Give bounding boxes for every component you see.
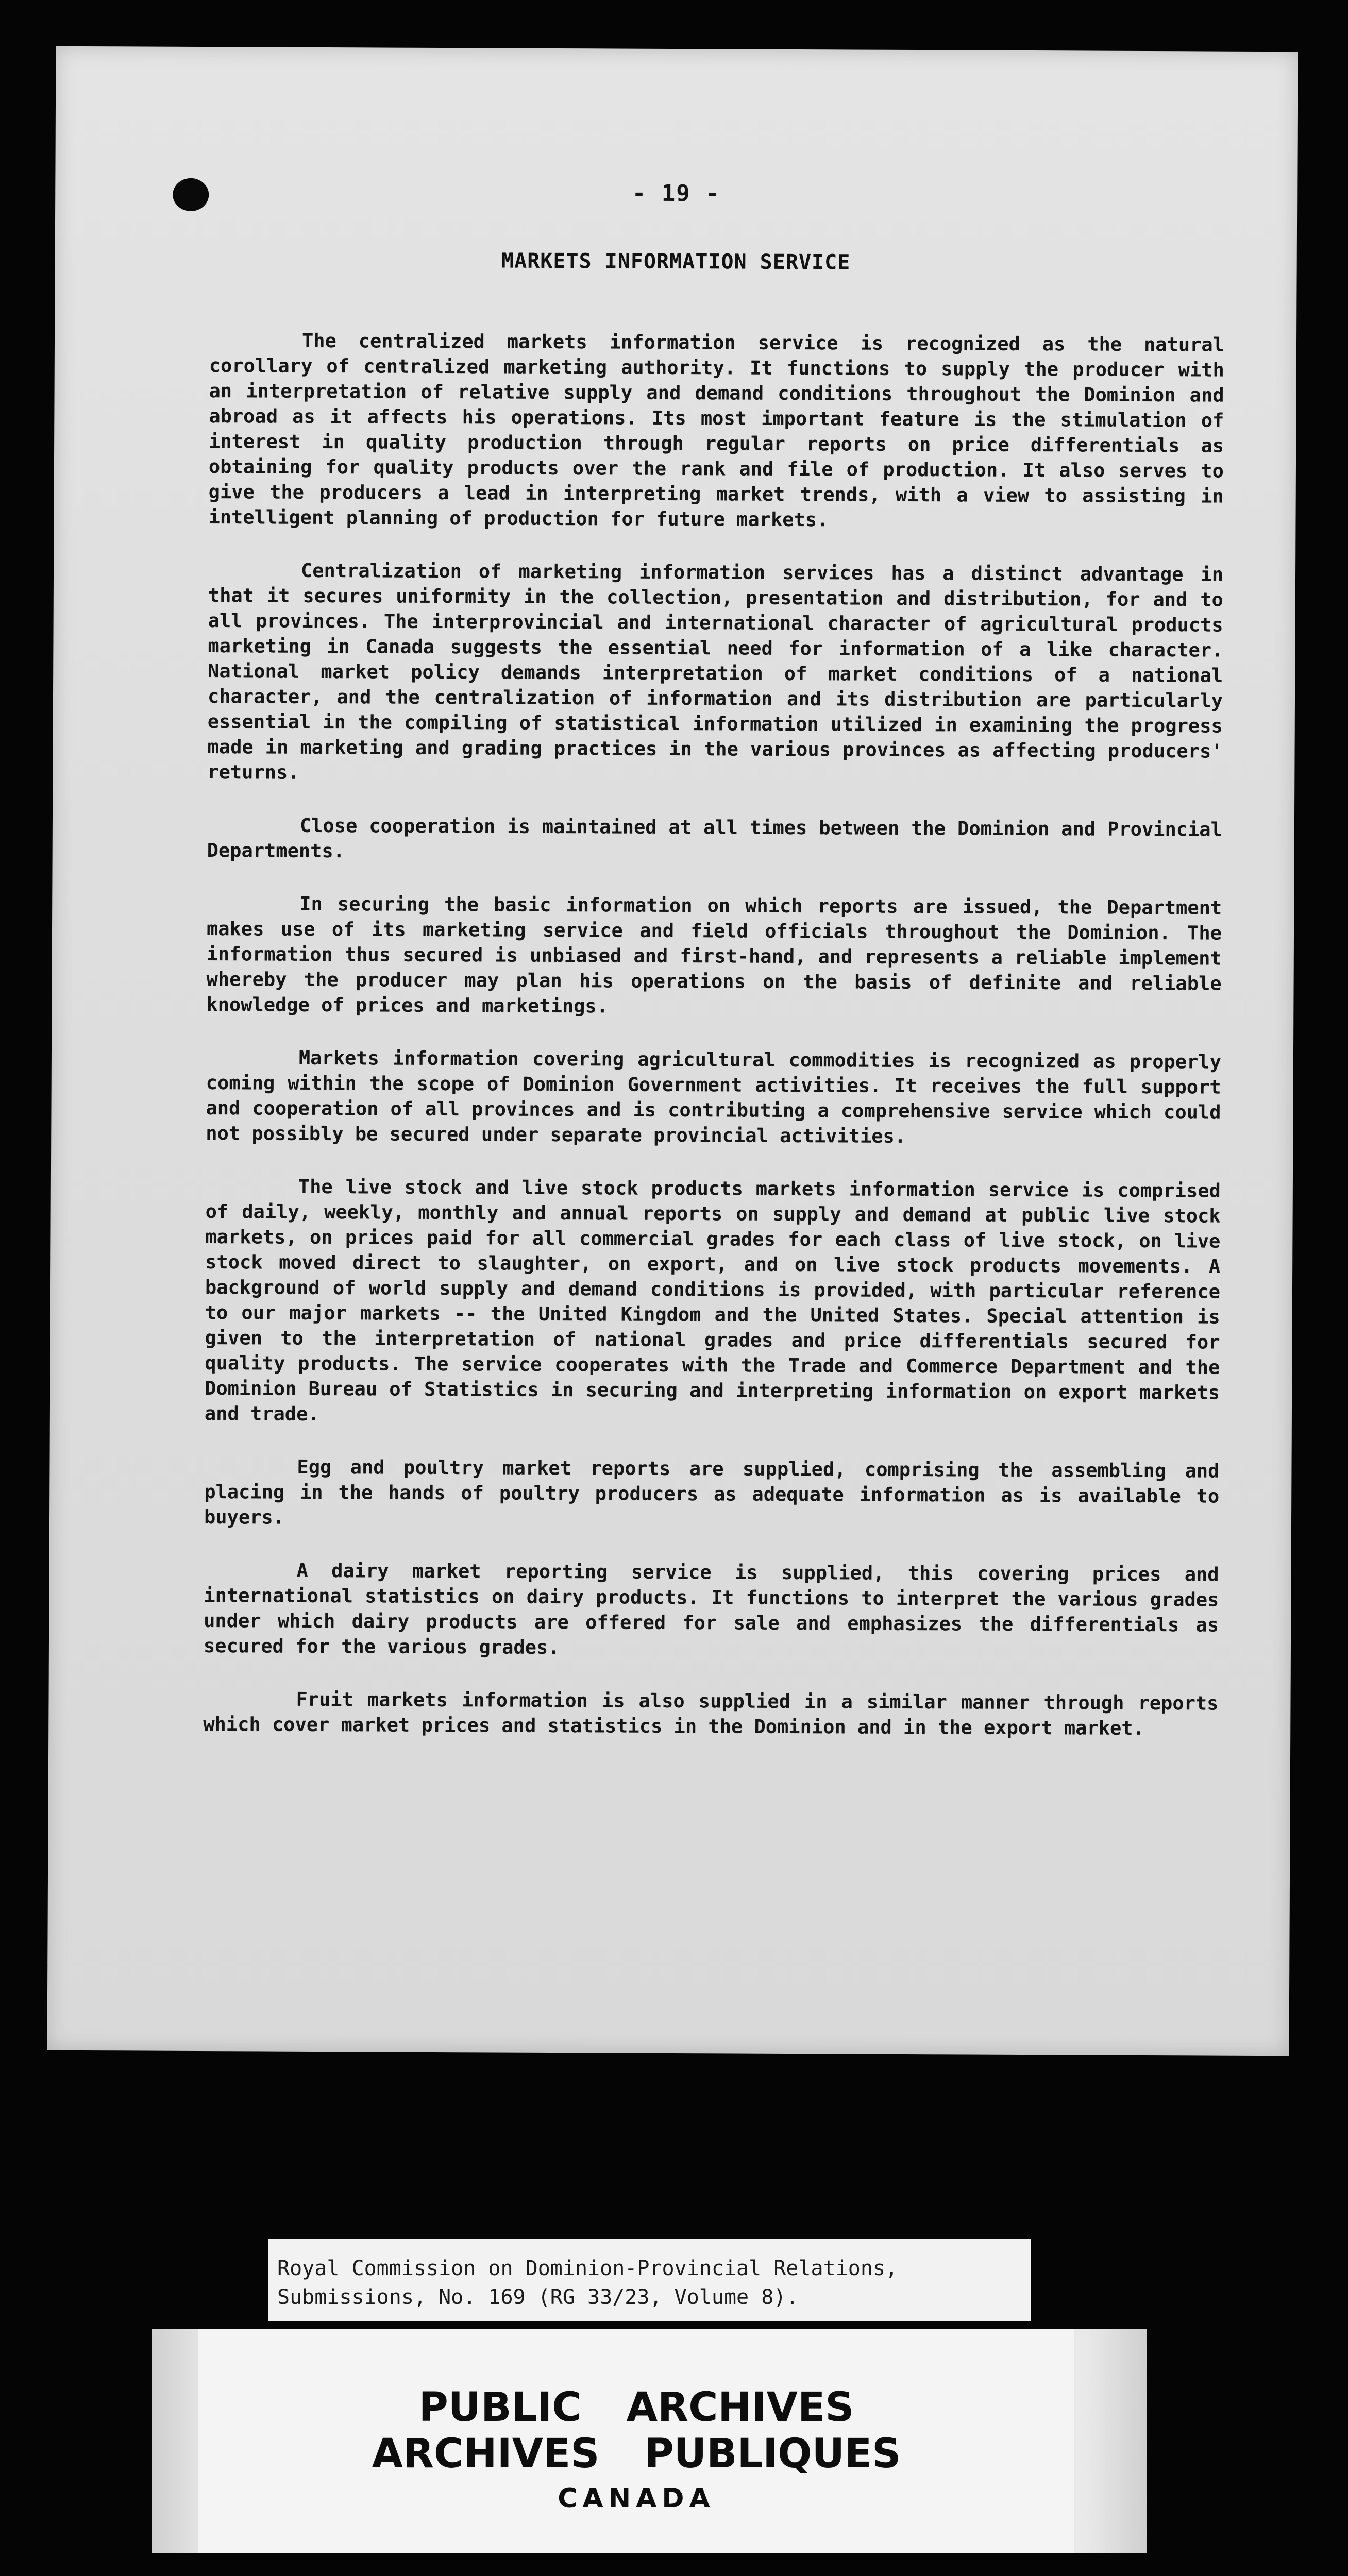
section-title: MARKETS INFORMATION SERVICE <box>501 249 851 275</box>
document-page <box>47 46 1298 2056</box>
stamp-line-canada: CANADA <box>558 2483 715 2514</box>
paragraph: The centralized markets information service is recognized as the natural corollary of centralized marketing authority. It functions to supply the producer with an interpretation of relative supply and demand conditions throughout the Dominion and abroad as it affects his operations. Its most important feature is the stimulation of interest in quality production through regular reports on price differentials as obtaining for quality products over the rank and file of production. It also serves to give the producers a lead in interpreting market trends, with a view to assisting in intelligent planning of production for future markets. <box>208 329 1225 531</box>
paragraph: Egg and poultry market reports are supplied, comprising the assembling and placing in the hands of poultry producers as adequate information as is available to buyers. <box>204 1455 1220 1529</box>
page-number: - 19 - <box>632 180 720 207</box>
paragraph: A dairy market reporting service is supplied, this covering prices and international statistics on dairy products. It functions to interpret the various grades under which dairy products are offered for sale and emphasizes the differentials as secured for the various grades. <box>203 1559 1219 1659</box>
stamp-line-archives-publiques: ARCHIVES PUBLIQUES <box>372 2431 901 2477</box>
paragraph: Markets information covering agricultural commodities is recognized as properly coming within the scope of Dominion Government activities. It receives the full support and cooperation of all provinces and is contributing a comprehensive service which could not possibly be secured under separate provincial activities. <box>206 1046 1222 1147</box>
citation-slip <box>268 2239 1031 2321</box>
citation-line: Submissions, No. 169 (RG 33/23, Volume 8). <box>277 2285 799 2309</box>
paragraph: Close cooperation is maintained at all times between the Dominion and Provincial Departments. <box>207 814 1222 862</box>
paragraph: Centralization of marketing information services has a distinct advantage in that it secures uniformity in the collection, presentation and distribution, for and to all provinces. The interprovincial and international character of agricultural products marketing in Canada suggests the essential need for information of a like character. National market policy demands interpretation of market conditions of a national character, and the centralization of information and its distribution are particularly essential in the compiling of statistical information utilized in examining the progress made in marketing and grading practices in the various provinces as affecting producers' returns. <box>207 559 1224 784</box>
body-text <box>203 328 1224 1769</box>
archives-stamp <box>152 2329 1147 2553</box>
citation-line: Royal Commission on Dominion-Provincial Relations, <box>277 2257 898 2280</box>
stamp-label <box>198 2329 1074 2553</box>
paragraph: Fruit markets information is also supplied in a similar manner through reports which cover market prices and statistics in the Dominion and in the export market. <box>203 1688 1219 1740</box>
stamp-line-public-archives: PUBLIC ARCHIVES <box>418 2384 854 2431</box>
paragraph: The live stock and live stock products markets information service is comprised of daily, weekly, monthly and annual reports on supply and demand at public live stock markets, on prices paid for all commercial grades for each class of live stock, on live stock moved direct to slaughter, on export, and on live stock products movements. A background of world supply and demand conditions is provided, with particular reference to our major markets -- the United Kingdom and the United States. Special attention is given to the interpretation of national grades and price differentials secured for quality products. The service cooperates with the Trade and Commerce Department and the Dominion Bureau of Statistics in securing and interpreting information on export markets and trade. <box>204 1175 1221 1426</box>
paragraph: In securing the basic information on which reports are issued, the Department makes use of its marketing service and field officials throughout the Dominion. The information thus secured is unbiased and first-hand, and represents a reliable implement whereby the producer may plan his operations on the basis of definite and reliable knowledge of prices and marketings. <box>206 892 1222 1018</box>
